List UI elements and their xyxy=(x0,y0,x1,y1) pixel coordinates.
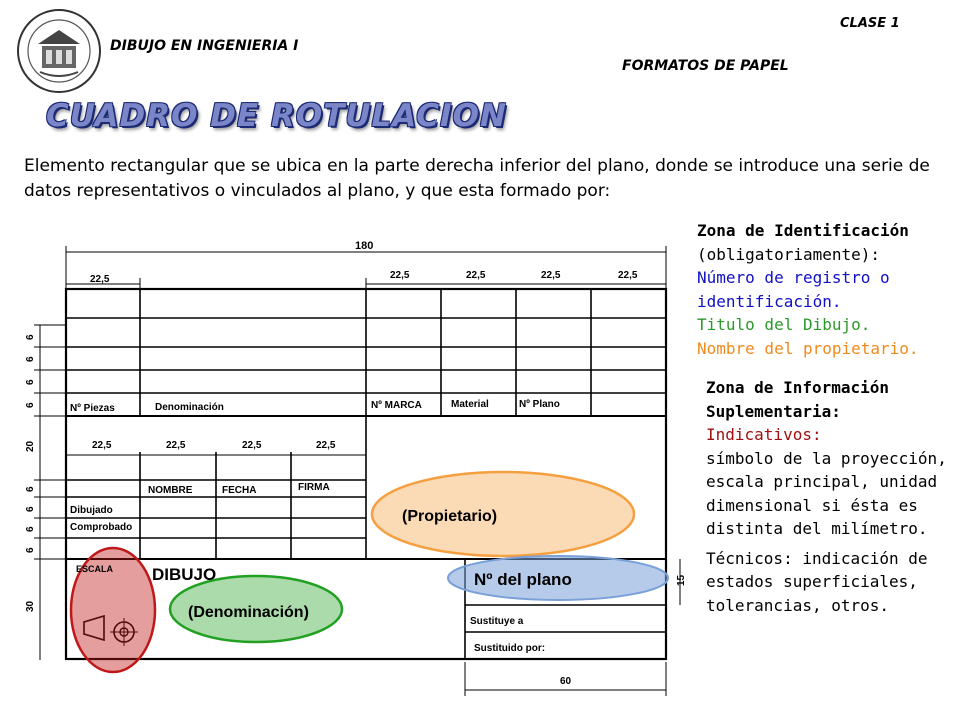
zona-informacion-heading: Zona de Información Suplementaria: xyxy=(706,378,890,421)
tecnicos-text: Técnicos: indicación de estados superficiales, tolerancias, otros. xyxy=(706,548,928,615)
dim-left-30: 30 xyxy=(25,600,36,612)
dim-left-top-4: 6 xyxy=(25,402,36,408)
zona-identificacion xyxy=(697,219,959,360)
label-firma: FIRMA xyxy=(298,482,330,493)
indicativos-label: Indicativos: xyxy=(706,425,822,444)
zona-identificacion-subheading: (obligatoriamente): xyxy=(697,244,881,264)
label-n-piezas: Nº Piezas xyxy=(70,403,115,414)
dim-mid-col-2: 22,5 xyxy=(166,440,186,451)
dim-left-top-1: 6 xyxy=(25,334,36,340)
dim-mid-col-4: 22,5 xyxy=(316,440,336,451)
dim-mid-col-1: 22,5 xyxy=(92,440,112,451)
dim-right: 15 xyxy=(676,574,687,586)
title-block-drawing xyxy=(0,228,700,720)
label-dibujo: DIBUJO xyxy=(152,565,217,584)
indicativos-text: símbolo de la proyección, escala principal, unidad dimensional si ésta es distinta del milímetro. xyxy=(706,448,947,538)
dim-left-mid-4: 6 xyxy=(25,547,36,553)
dim-left-20: 20 xyxy=(25,440,36,452)
dim-left-top-2: 6 xyxy=(25,356,36,362)
label-denominacion-paren: (Denominación) xyxy=(188,604,309,621)
dim-mid-col-3: 22,5 xyxy=(242,440,262,451)
university-seal-logo xyxy=(16,8,102,94)
label-fecha: FECHA xyxy=(222,485,257,496)
zona-identificacion-heading: Zona de Identificación xyxy=(697,221,909,240)
label-denominacion: Denominación xyxy=(155,402,224,413)
zona-informacion-suplementaria xyxy=(706,376,958,617)
zona-identificacion-item-propietario: Nombre del propietario. xyxy=(697,338,919,358)
dim-left-top-3: 6 xyxy=(25,379,36,385)
dim-top-col-2: 22,5 xyxy=(466,270,486,281)
label-nombre: NOMBRE xyxy=(148,485,193,496)
dim-total: 180 xyxy=(355,240,374,252)
dim-top-col-4: 22,5 xyxy=(618,270,638,281)
dim-top-col-1: 22,5 xyxy=(390,270,410,281)
label-comprobado: Comprobado xyxy=(70,522,133,533)
label-propietario: (Propietario) xyxy=(402,508,498,525)
label-n-plano: Nº Plano xyxy=(519,399,560,410)
label-material: Material xyxy=(451,399,489,410)
label-n-del-plano: Nº del plano xyxy=(474,570,572,589)
label-sustituye: Sustituye a xyxy=(470,616,524,627)
page-title: CUADRO DE ROTULACION xyxy=(46,98,507,134)
dim-bottom: 60 xyxy=(560,676,572,687)
intro-paragraph: Elemento rectangular que se ubica en la parte derecha inferior del plano, donde se introduce una serie de datos representativos o vinculados al plano, y que esta formado por: xyxy=(24,156,930,201)
course-title: DIBUJO EN INGENIERIA I xyxy=(110,38,299,54)
dim-top-col-3: 22,5 xyxy=(541,270,561,281)
zona-identificacion-item-titulo: Titulo del Dibujo. xyxy=(697,315,871,334)
dim-left-mid-3: 6 xyxy=(25,526,36,532)
class-number: CLASE 1 xyxy=(840,16,900,31)
zona-identificacion-item-registro: Número de registro o identificación. xyxy=(697,268,890,311)
dim-left-mid-2: 6 xyxy=(25,506,36,512)
label-dibujado: Dibujado xyxy=(70,505,113,516)
dim-left-mid-1: 6 xyxy=(25,486,36,492)
label-sustituido: Sustituido por: xyxy=(474,643,546,654)
dim-col1: 22,5 xyxy=(90,274,110,285)
topic-title: FORMATOS DE PAPEL xyxy=(622,58,789,74)
label-n-marca: Nº MARCA xyxy=(371,400,422,411)
label-escala: ESCALA xyxy=(76,564,114,574)
